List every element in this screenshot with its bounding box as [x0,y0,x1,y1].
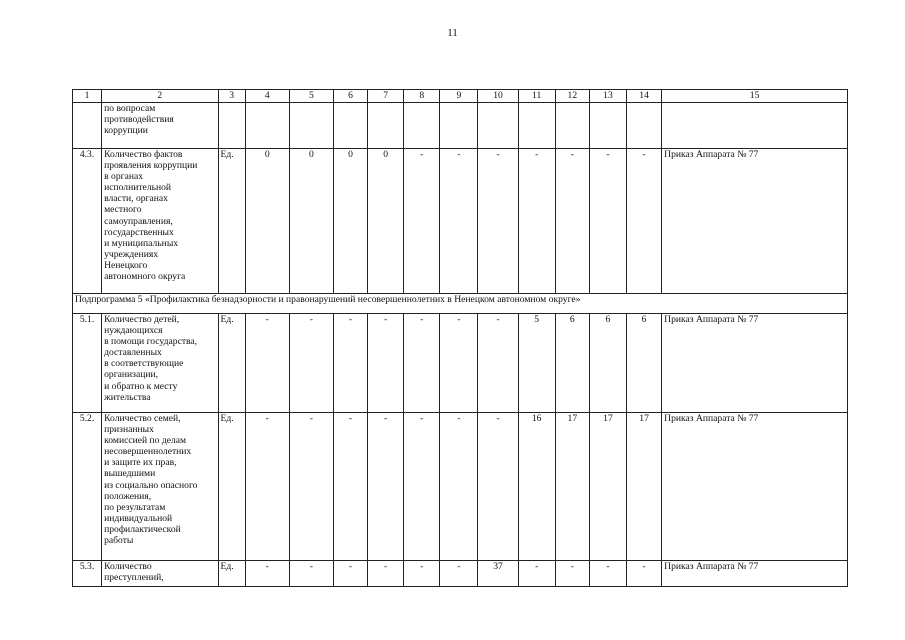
value-cell: 0 [245,149,289,294]
value-cell: 0 [368,149,404,294]
indicator-name-line: по вопросам [104,103,156,114]
value-cell: 17 [627,413,662,561]
column-header: 6 [333,90,367,103]
table-row [73,413,848,561]
value-cell: 6 [627,314,662,413]
value-cell: - [440,314,478,413]
indicator-name [102,149,218,294]
value-cell: - [627,149,662,294]
indicator-name [102,314,218,413]
value-cell: 17 [555,413,589,561]
unit-cell [218,103,245,149]
unit-cell: Ед. [218,149,245,294]
page-number: 11 [447,27,458,39]
value-cell: - [333,561,367,587]
indicator-name-line: несовершеннолетних [104,446,192,458]
subprogram-title: Подпрограмма 5 «Профилактика безнадзорности и правонарушений несовершеннолетних в Ненецком автономном округе» [73,294,848,314]
column-header: 12 [555,90,589,103]
row-number: 5.1. [73,314,102,413]
value-cell: - [289,413,333,561]
value-cell: 6 [555,314,589,413]
value-cell: 5 [518,314,555,413]
indicator-name [102,561,218,587]
value-cell: - [245,561,289,587]
value-cell [368,103,404,149]
value-cell: - [478,149,518,294]
indicator-name-line: местного [104,204,142,216]
column-header: 11 [518,90,555,103]
subprogram-row [73,294,848,314]
indicator-name-line: в соответствующие [104,358,184,370]
value-cell: 37 [478,561,518,587]
table-row [73,314,848,413]
column-header: 15 [662,90,848,103]
unit-cell: Ед. [218,413,245,561]
row-number [73,103,102,149]
indicator-name-line: в помощи государства, [104,336,198,348]
indicator-name-line: в органах [104,171,144,183]
value-cell: - [478,314,518,413]
value-cell: - [333,413,367,561]
column-header: 14 [627,90,662,103]
value-cell: - [555,561,589,587]
indicator-name-line: индивидуальной [104,512,173,524]
column-header: 7 [368,90,404,103]
table-row [73,149,848,294]
value-cell: - [368,561,404,587]
indicator-name-line: и защите их прав, [104,457,177,469]
value-cell: 0 [289,149,333,294]
indicator-name [102,413,218,561]
value-cell [440,103,478,149]
indicator-name-line: профилактической [104,523,181,535]
column-header: 13 [589,90,626,103]
value-cell: - [440,561,478,587]
value-cell: - [627,561,662,587]
indicator-name-line: жительства [104,391,151,403]
value-cell [555,103,589,149]
column-header: 2 [102,90,218,103]
value-cell: 6 [589,314,626,413]
unit-cell: Ед. [218,314,245,413]
unit-cell: Ед. [218,561,245,587]
indicator-name-line: Количество детей, [104,314,180,325]
indicator-name-line: коррупции [104,125,148,137]
column-header: 5 [289,90,333,103]
indicator-name-line: организации, [104,369,159,381]
value-cell [589,103,626,149]
value-cell: - [245,314,289,413]
source-cell: Приказ Аппарата № 77 [662,561,848,587]
indicator-name-line: из социально опасного [104,479,198,491]
value-cell: - [404,413,440,561]
source-cell [662,103,848,149]
row-number: 4.3. [73,149,102,294]
row-number: 5.2. [73,413,102,561]
value-cell: - [245,413,289,561]
value-cell: - [440,149,478,294]
indicator-name-line: по результатам [104,501,166,513]
row-number: 5.3. [73,561,102,587]
value-cell: 0 [333,149,367,294]
indicator-name-line: исполнительной [104,182,172,194]
indicator-name-line: нуждающихся [104,325,163,337]
indicator-name-line: и муниципальных [104,237,179,249]
indicator-name-line: государственных [104,226,174,238]
indicator-name-line: Количество семей, [104,413,181,424]
indicator-name-line: доставленных [104,347,162,359]
value-cell: - [518,149,555,294]
source-cell: Приказ Аппарата № 77 [662,413,848,561]
value-cell: - [289,314,333,413]
indicator-name-line: проявления коррупции [104,160,198,172]
indicator-name-line: признанных [104,424,154,436]
value-cell: 16 [518,413,555,561]
value-cell: - [333,314,367,413]
value-cell: - [589,561,626,587]
indicator-table [72,89,848,587]
value-cell: - [368,314,404,413]
value-cell: - [518,561,555,587]
indicator-name-line: самоуправления, [104,215,173,227]
indicator-name-line: вышедшими [104,468,156,480]
value-cell [289,103,333,149]
column-header: 8 [404,90,440,103]
value-cell [627,103,662,149]
value-cell: - [368,413,404,561]
indicator-name [102,103,218,149]
column-header: 4 [245,90,289,103]
value-cell: 17 [589,413,626,561]
source-cell: Приказ Аппарата № 77 [662,149,848,294]
indicator-name-line: противодействия [104,114,174,126]
column-header: 1 [73,90,102,103]
indicator-name-line: автономного округа [104,271,186,283]
indicator-name-line: Количество [104,561,152,572]
value-cell [478,103,518,149]
indicator-name-line: и обратно к месту [104,380,178,392]
indicator-name-line: комиссией по делам [104,435,187,447]
value-cell: - [440,413,478,561]
value-cell [333,103,367,149]
indicator-name-line: Ненецкого [104,259,148,271]
value-cell: - [289,561,333,587]
indicator-name-line: работы [104,535,134,547]
value-cell: - [589,149,626,294]
column-header-row [73,90,848,103]
value-cell: - [555,149,589,294]
indicator-name-line: положения, [104,490,152,502]
indicator-name-line: Количество фактов [104,149,183,160]
table-row [73,561,848,587]
value-cell [518,103,555,149]
source-cell: Приказ Аппарата № 77 [662,314,848,413]
value-cell [245,103,289,149]
value-cell: - [404,149,440,294]
table-row [73,103,848,149]
column-header: 3 [218,90,245,103]
value-cell: - [404,314,440,413]
indicator-name-line: преступлений, [104,572,164,584]
indicator-name-line: учреждениях [104,248,159,260]
column-header: 9 [440,90,478,103]
value-cell: - [478,413,518,561]
value-cell [404,103,440,149]
value-cell: - [404,561,440,587]
column-header: 10 [478,90,518,103]
indicator-name-line: власти, органах [104,193,168,205]
